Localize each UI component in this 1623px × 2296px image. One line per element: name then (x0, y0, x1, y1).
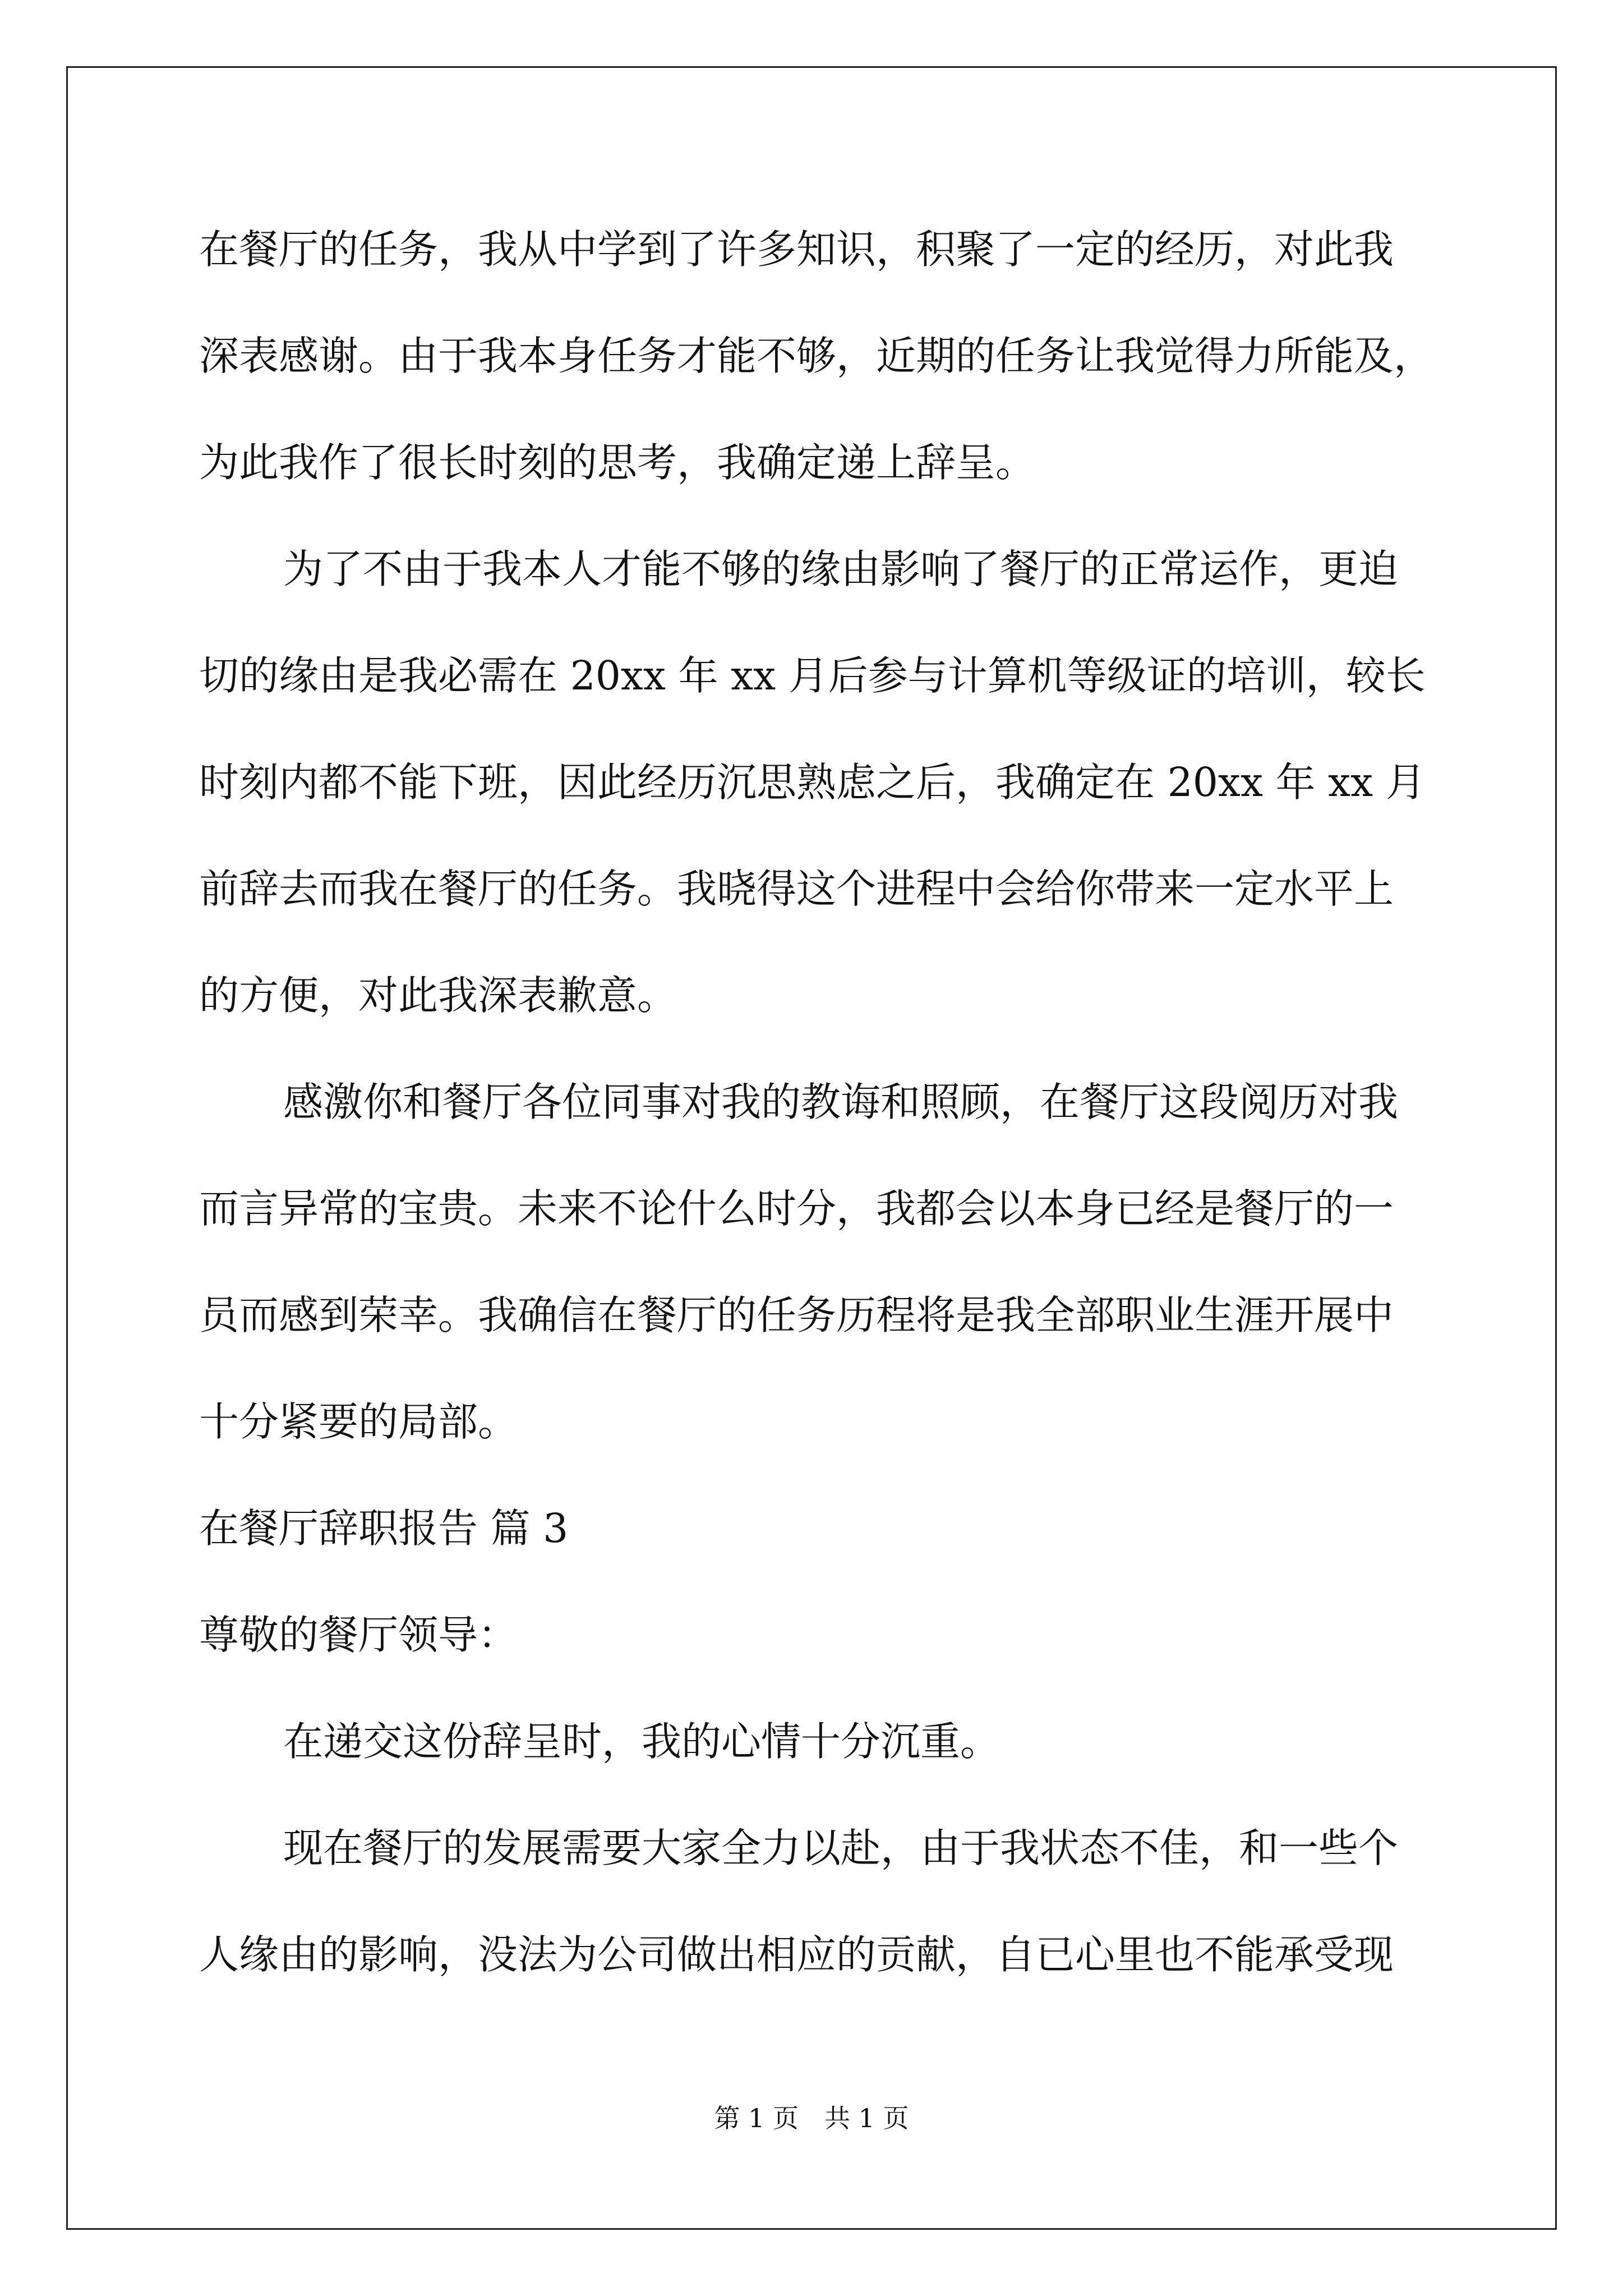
text-line: 在餐厅的任务，我从中学到了许多知识，积聚了一定的经历，对此我 (199, 226, 1394, 273)
text-line: 为此我作了很长时刻的思考，我确定递上辞呈。 (199, 439, 1036, 486)
page-footer: 第 1 页 共 1 页 (714, 2103, 909, 2133)
text-line: 现在餐厅的发展需要大家全力以赴，由于我状态不佳，和一些个 (283, 1825, 1399, 1871)
text-line: 员而感到荣幸。我确信在餐厅的任务历程将是我全部职业生涯开展中 (199, 1292, 1394, 1338)
text-line: 感激你和餐厅各位同事对我的教诲和照顾，在餐厅这段阅历对我 (283, 1079, 1399, 1125)
text-line: 切的缘由是我必需在 20xx 年 xx 月后参与计算机等级证的培训，较长 (199, 652, 1426, 699)
section-heading: 在餐厅辞职报告 篇 3 (199, 1505, 569, 1552)
text-line: 十分紧要的局部。 (199, 1398, 518, 1445)
text-line: 为了不由于我本人才能不够的缘由影响了餐厅的正常运作，更迫 (283, 546, 1399, 592)
text-line: 人缘由的影响，没法为公司做出相应的贡献，自已心里也不能承受现 (199, 1931, 1394, 1978)
page-border (66, 66, 1557, 2230)
text-line: 深表感谢。由于我本身任务才能不够，近期的任务让我觉得力所能及， (199, 333, 1434, 379)
salutation: 尊敬的餐厅领导： (199, 1612, 518, 1658)
text-line: 在递交这份辞呈时，我的心情十分沉重。 (283, 1718, 1000, 1765)
text-line: 前辞去而我在餐厅的任务。我晓得这个进程中会给你带来一定水平上 (199, 866, 1394, 912)
text-line: 的方便，对此我深表歉意。 (199, 972, 677, 1019)
text-line: 而言异常的宝贵。未来不论什么时分，我都会以本身已经是餐厅的一 (199, 1185, 1394, 1232)
text-line: 时刻内都不能下班，因此经历沉思熟虑之后，我确定在 20xx 年 xx 月 (199, 759, 1426, 806)
